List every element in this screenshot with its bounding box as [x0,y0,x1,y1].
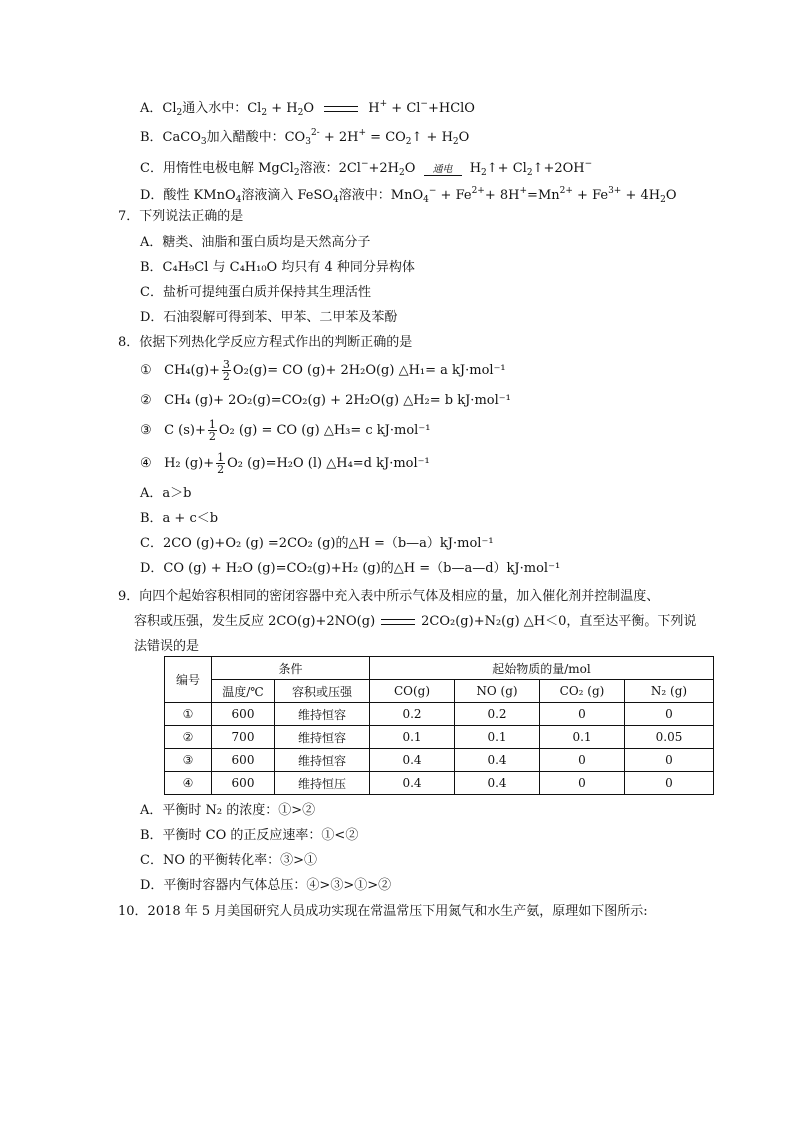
table-header-co: CO(g) [370,680,455,703]
q9-stem-line-3: 法错误的是 [134,639,200,654]
table-cell: 维持恒压 [275,772,370,795]
q7-option-c: C．盐析可提纯蛋白质并保持其生理活性 [140,285,371,300]
table-cell: ① [165,703,212,726]
table-row [165,726,714,749]
table-cell: 0.1 [540,726,625,749]
table-header-n2: N₂ (g) [625,680,714,703]
q7-option-d: D．石油裂解可得到苯、甲苯、二甲苯及苯酚 [140,310,398,325]
table-header-amount: 起始物质的量/mol [370,657,714,680]
table-header-number: 编号 [165,657,212,703]
table-cell: 0 [540,703,625,726]
table-cell: 0.4 [370,749,455,772]
table-cell: 0 [625,772,714,795]
table-cell: 0.4 [455,772,540,795]
table-cell: 0 [540,749,625,772]
q9-option-d: D．平衡时容器内气体总压：④>③>①>② [140,878,392,893]
table-cell: 0.05 [625,726,714,749]
table-cell: 维持恒容 [275,749,370,772]
q9-option-c: C．NO 的平衡转化率：③>① [140,853,318,868]
q9-stem-line-2: 容积或压强，发生反应 2CO(g)+2NO(g) 2CO₂(g)+N₂(g) △H＜0，直至达平衡。下列说 [134,614,697,629]
table-cell: ④ [165,772,212,795]
q8-equation-3: ③ C (s)+ $\frac{1}{2}$ O₂ (g) = CO (g) △H₃= c kJ·mol⁻¹ [140,418,431,443]
table-cell: 0.4 [455,749,540,772]
table-cell: 0.1 [455,726,540,749]
table-cell: 0 [625,749,714,772]
q6-option-d: D．酸性 KMnO$_4$溶液滴入 FeSO$_4$溶液中：$MnO_4^- + Fe^{2+}+ 8H^+=Mn^{2+} + Fe^{3+} + 4H_2O$ [140,186,677,205]
table-cell: 0.4 [370,772,455,795]
q9-data-table [164,656,714,795]
q7-option-b: B．C₄H₉Cl 与 C₄H₁₀O 均只有 4 种同分异构体 [140,260,415,275]
q8-equation-1: ① CH₄(g)+ $\frac{3}{2}$ O₂(g)= CO (g)+ 2H₂O(g) △H₁= a kJ·mol⁻¹ [140,358,506,383]
q9-option-b: B．平衡时 CO 的正反应速率：①<② [140,828,359,843]
table-cell: ③ [165,749,212,772]
table-cell: 0.1 [370,726,455,749]
q7-stem: 7．下列说法正确的是 [118,209,244,224]
q8-option-c: C．2CO (g)+O₂ (g) =2CO₂ (g)的△H =（b—a）kJ·mol⁻¹ [140,536,494,551]
table-cell: 0.2 [455,703,540,726]
q6-option-c: C．用惰性电极电解 MgCl$_2$溶液：$2Cl^-+2H_2O$ 通电 $H_2↑+$ $Cl_2↑+2OH^-$ [140,159,593,178]
q8-stem: 8．依据下列热化学反应方程式作出的判断正确的是 [118,335,413,350]
table-header-temperature: 温度/℃ [212,680,275,703]
table-cell: 0 [540,772,625,795]
table-cell: 700 [212,726,275,749]
table-cell: 600 [212,749,275,772]
table-cell: 600 [212,772,275,795]
q7-option-a: A．糖类、油脂和蛋白质均是天然高分子 [140,235,371,250]
table-header-volume-pressure: 容积或压强 [275,680,370,703]
q8-equation-4: ④ H₂ (g)+ $\frac{1}{2}$ O₂ (g)=H₂O (l) △H₄=d kJ·mol⁻¹ [140,451,430,476]
q8-option-d: D．CO (g) + H₂O (g)=CO₂(g)+H₂ (g)的△H =（b—a—d）kJ·mol⁻¹ [140,561,561,576]
q9-option-a: A．平衡时 N₂ 的浓度：①>② [140,803,316,818]
q6-option-b: B．CaCO$_3$加入醋酸中：$CO_3^{2-} + 2H^+$ = $CO_2↑ + H_2O$ [140,128,470,147]
table-row [165,772,714,795]
electrolysis-arrow: 通电 [424,164,462,176]
q8-equation-2: ② CH₄ (g)+ 2O₂(g)=CO₂(g) + 2H₂O(g) △H₂= b kJ·mol⁻¹ [140,393,511,408]
q9-stem-line-1: 9．向四个起始容积相同的密闭容器中充入表中所示气体及相应的量，加入催化剂并控制温度、 [118,589,660,604]
table-cell: 维持恒容 [275,726,370,749]
table-header-co2: CO₂ (g) [540,680,625,703]
table-cell: 600 [212,703,275,726]
equilibrium-arrow-icon [381,616,415,628]
table-cell: 维持恒容 [275,703,370,726]
q8-option-a: A．a＞b [140,486,192,501]
table-header-no: NO (g) [455,680,540,703]
q10-stem: 10．2018 年 5 月美国研究人员成功实现在常温常压下用氮气和水生产氨，原理如下图所示: [118,904,648,919]
table-header-conditions: 条件 [212,657,370,680]
q6-option-a: A．$Cl_2$通入水中：$Cl_2 + H_2O$ H+ + Cl−+HClO [140,99,475,118]
table-row [165,749,714,772]
table-cell: 0.2 [370,703,455,726]
table-cell: ② [165,726,212,749]
equilibrium-arrow-icon [324,103,358,115]
table-row [165,703,714,726]
table-cell: 0 [625,703,714,726]
q8-option-b: B．a + c＜b [140,511,219,526]
